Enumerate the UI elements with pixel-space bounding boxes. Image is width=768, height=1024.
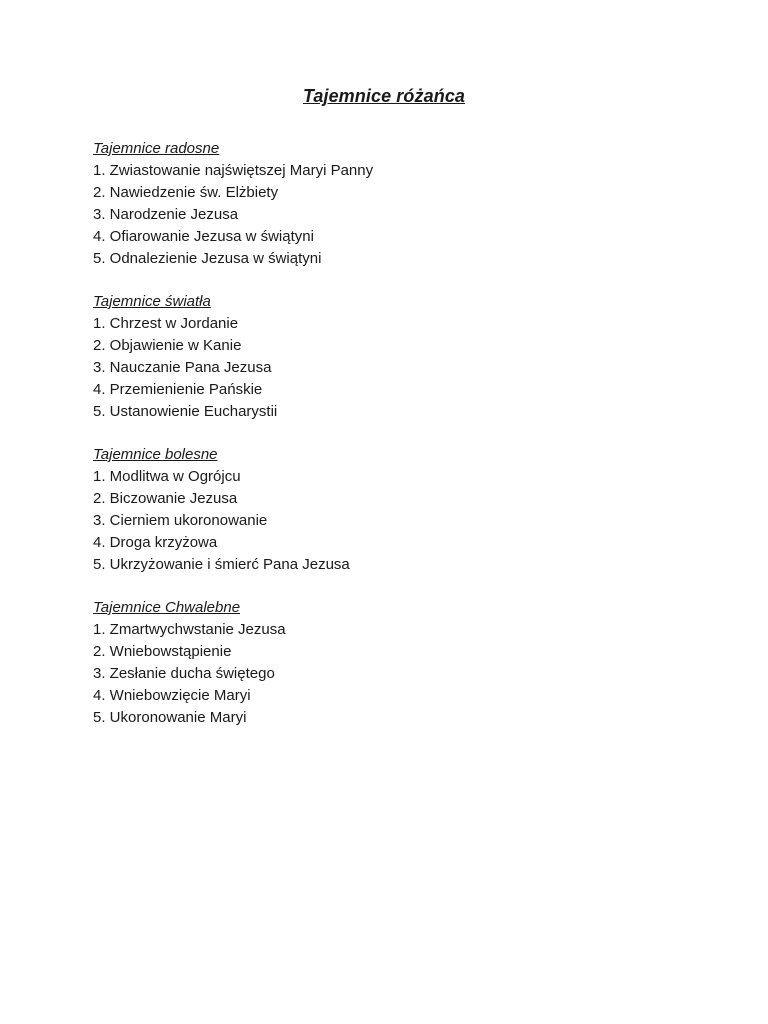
page-title: Tajemnice różańca bbox=[302, 86, 466, 106]
mystery-list bbox=[93, 466, 693, 576]
section-heading: Tajemnice bolesne bbox=[93, 446, 218, 463]
list-item: 1. Modlitwa w Ogrójcu bbox=[93, 468, 241, 485]
list-item: 4. Droga krzyżowa bbox=[93, 534, 218, 551]
list-item: 3. Nauczanie Pana Jezusa bbox=[93, 359, 272, 376]
list-item: 5. Ukoronowanie Maryi bbox=[93, 709, 247, 726]
document-body bbox=[93, 138, 693, 750]
mystery-list bbox=[93, 313, 693, 423]
section-heading: Tajemnice radosne bbox=[93, 140, 220, 157]
list-item: 3. Zesłanie ducha świętego bbox=[93, 665, 275, 682]
section-swiatla bbox=[93, 291, 693, 423]
section-heading: Tajemnice Chwalebne bbox=[93, 599, 241, 616]
section-radosne bbox=[93, 138, 693, 270]
list-item: 5. Ustanowienie Eucharystii bbox=[93, 403, 278, 420]
list-item: 5. Ukrzyżowanie i śmierć Pana Jezusa bbox=[93, 556, 350, 573]
mystery-list bbox=[93, 160, 693, 270]
section-chwalebne bbox=[93, 597, 693, 729]
list-item: 2. Objawienie w Kanie bbox=[93, 337, 242, 354]
section-heading: Tajemnice światła bbox=[93, 293, 211, 310]
section-bolesne bbox=[93, 444, 693, 576]
list-item: 4. Wniebowzięcie Maryi bbox=[93, 687, 251, 704]
list-item: 4. Przemienienie Pańskie bbox=[93, 381, 263, 398]
mystery-list bbox=[93, 619, 693, 729]
list-item: 1. Zmartwychwstanie Jezusa bbox=[93, 621, 286, 638]
list-item: 3. Narodzenie Jezusa bbox=[93, 206, 239, 223]
list-item: 2. Biczowanie Jezusa bbox=[93, 490, 238, 507]
list-item: 4. Ofiarowanie Jezusa w świątyni bbox=[93, 228, 314, 245]
list-item: 5. Odnalezienie Jezusa w świątyni bbox=[93, 250, 322, 267]
list-item: 2. Nawiedzenie św. Elżbiety bbox=[93, 184, 279, 201]
list-item: 1. Zwiastowanie najświętszej Maryi Panny bbox=[93, 162, 374, 179]
list-item: 2. Wniebowstąpienie bbox=[93, 643, 232, 660]
list-item: 3. Cierniem ukoronowanie bbox=[93, 512, 268, 529]
list-item: 1. Chrzest w Jordanie bbox=[93, 315, 239, 332]
